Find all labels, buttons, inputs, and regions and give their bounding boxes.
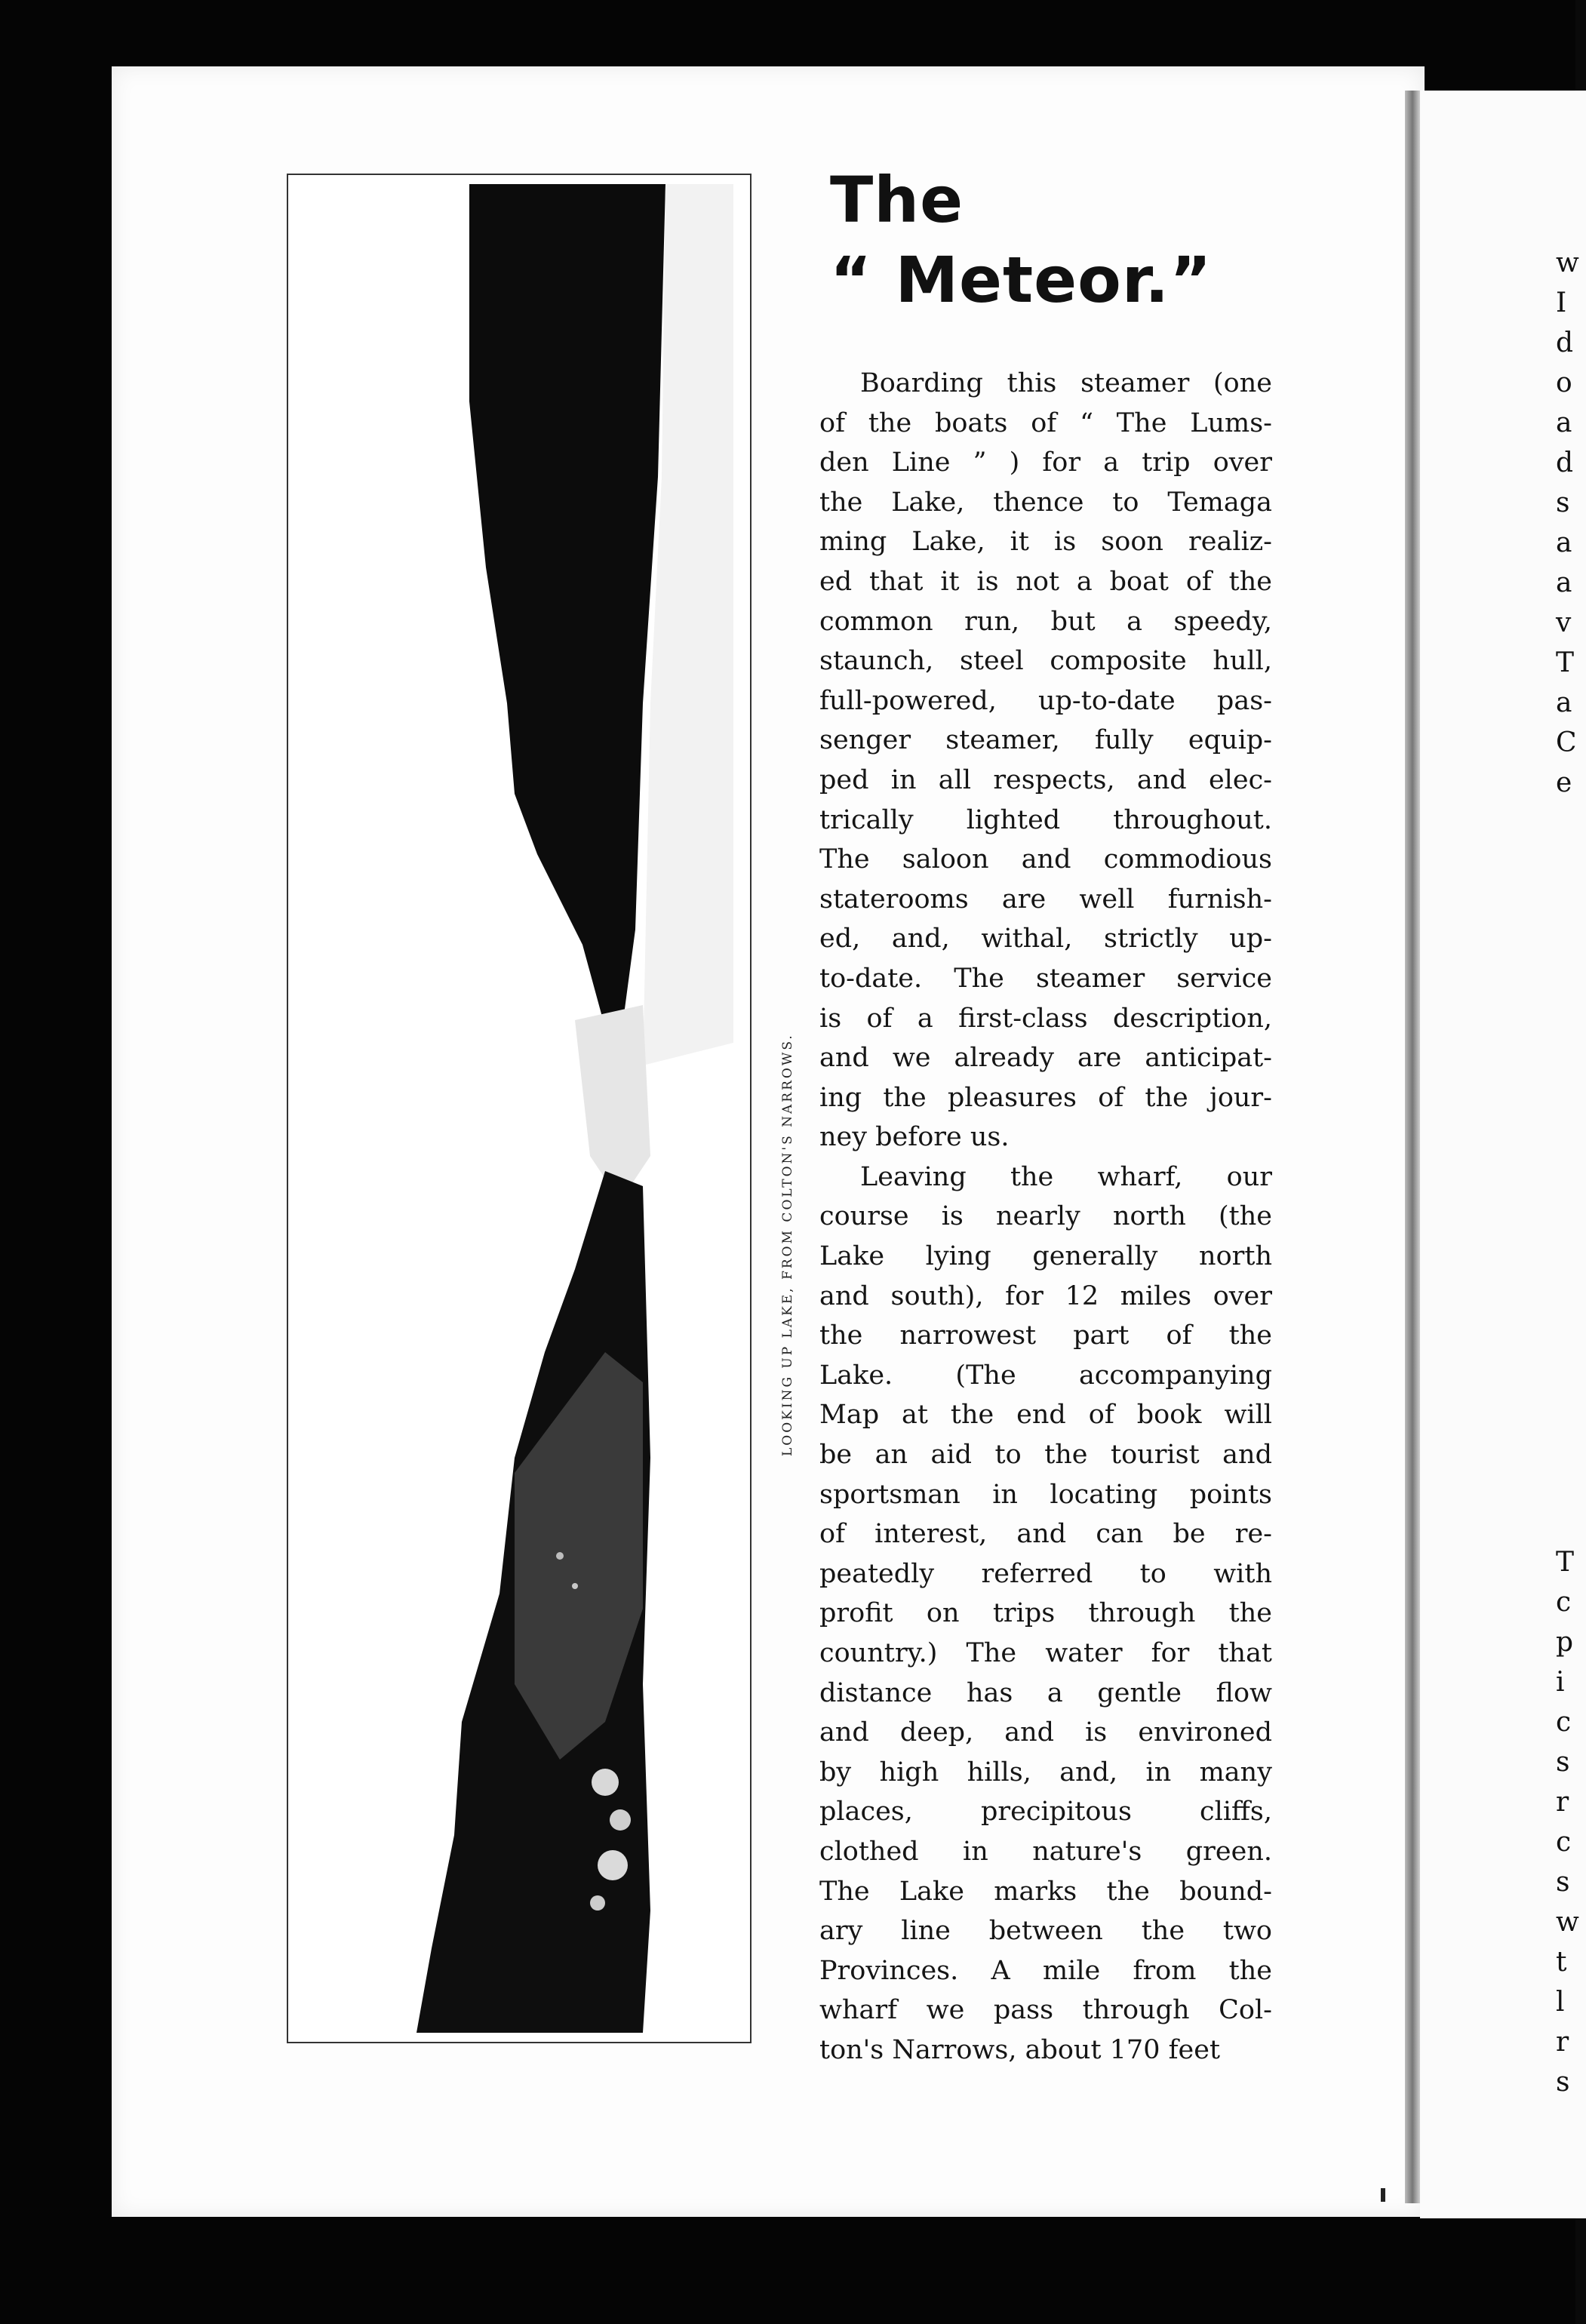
body-line: and we already are anticipat- [819, 1043, 1272, 1074]
body-line: staterooms are well furnish- [819, 884, 1272, 915]
right-page-letter: w [1556, 247, 1579, 278]
page-gutter [1405, 91, 1420, 2203]
body-text [819, 364, 1272, 2070]
right-page-letter: a [1556, 527, 1572, 558]
right-page-letter: s [1556, 2067, 1570, 2098]
right-page-letter: I [1556, 287, 1567, 318]
body-line: sportsman in locating points [819, 1479, 1272, 1510]
body-line: full-powered, up-to-date pas- [819, 685, 1272, 716]
right-page-letter: d [1556, 447, 1574, 478]
heading-line-2: “ Meteor.” [830, 243, 1213, 317]
body-line: common run, but a speedy, [819, 606, 1272, 637]
body-line: ped in all respects, and elec- [819, 764, 1272, 795]
body-line: Leaving the wharf, our [860, 1161, 1272, 1192]
body-line: ed, and, withal, strictly up- [819, 924, 1272, 954]
body-line: peatedly referred to with [819, 1558, 1272, 1589]
body-line: by high hills, and, in many [819, 1757, 1272, 1788]
body-line: ing the pleasures of the jour- [819, 1082, 1272, 1113]
page-edge-mark [1381, 2188, 1385, 2202]
body-line: the narrowest part of the [819, 1320, 1272, 1351]
body-line: staunch, steel composite hull, [819, 646, 1272, 677]
body-line: the Lake, thence to Temaga [819, 487, 1272, 518]
body-line: and south), for 12 miles over [819, 1280, 1272, 1311]
body-line: of the boats of “ The Lums- [819, 407, 1272, 438]
body-line: ney before us. [819, 1122, 1010, 1153]
right-page-letter: c [1556, 1587, 1572, 1618]
body-line: Lake lying generally north [819, 1241, 1272, 1272]
body-line: profit on trips through the [819, 1598, 1272, 1629]
right-page-letter: c [1556, 1827, 1572, 1858]
right-page-letter: a [1556, 407, 1572, 438]
right-page-letter: i [1556, 1667, 1565, 1698]
heading-line-1: The [830, 163, 964, 237]
body-line: and deep, and is environed [819, 1717, 1272, 1748]
right-page-letter: T [1556, 647, 1575, 678]
body-line: Lake. (The accompanying [819, 1360, 1272, 1391]
body-line: ary line between the two [819, 1916, 1272, 1947]
body-line: senger steamer, fully equip- [819, 725, 1272, 756]
right-page-letter: T [1556, 1547, 1575, 1578]
right-page-letter: l [1556, 1987, 1565, 2018]
right-page-letter: s [1556, 487, 1570, 518]
body-line: wharf we pass through Col- [819, 1995, 1272, 2026]
plate-caption-text: LOOKING UP LAKE, FROM COLTON'S NARROWS. [780, 1033, 795, 1456]
body-line: Boarding this steamer (one [860, 368, 1272, 398]
body-line: course is nearly north (the [819, 1201, 1272, 1232]
body-line: den Line ” ) for a trip over [819, 447, 1272, 478]
right-page-text-fragment-bottom [1556, 1542, 1586, 2102]
narrows-photograph [288, 175, 750, 2042]
body-line: ed that it is not a boat of the [819, 566, 1272, 597]
body-line: trically lighted throughout. [819, 804, 1272, 835]
right-page-letter: r [1556, 1787, 1569, 1818]
body-line: be an aid to the tourist and [819, 1440, 1272, 1471]
right-page-letter: w [1556, 1907, 1579, 1938]
body-line: is of a first-class description, [819, 1003, 1272, 1034]
right-page-letter: p [1556, 1627, 1574, 1658]
body-line: distance has a gentle flow [819, 1677, 1272, 1708]
body-line: places, precipitous cliffs, [819, 1797, 1272, 1828]
right-page-letter: s [1556, 1747, 1570, 1778]
right-page-letter: t [1556, 1947, 1567, 1978]
right-page-letter: C [1556, 727, 1577, 758]
body-line: of interest, and can be re- [819, 1519, 1272, 1550]
body-line: country.) The water for that [819, 1638, 1272, 1668]
right-page-letter: a [1556, 567, 1572, 598]
photo-plate [287, 174, 752, 2043]
body-line: The saloon and commodious [819, 844, 1272, 875]
body-line: clothed in nature's green. [819, 1836, 1272, 1867]
right-page-letter: a [1556, 687, 1572, 718]
body-line: to-date. The steamer service [819, 963, 1272, 994]
right-page-letter: e [1556, 767, 1572, 798]
right-page-letter: v [1556, 607, 1572, 638]
right-page-letter: c [1556, 1707, 1572, 1738]
right-page-letter: d [1556, 327, 1574, 358]
right-page-letter: r [1556, 2027, 1569, 2058]
right-page-text-fragment-top [1556, 243, 1586, 803]
body-line: The Lake marks the bound- [819, 1876, 1272, 1907]
body-line: Provinces. A mile from the [819, 1955, 1272, 1986]
body-line: ton's Narrows, about 170 feet [819, 2034, 1221, 2065]
body-line: ming Lake, it is soon realiz- [819, 527, 1272, 558]
right-page-letter: s [1556, 1867, 1570, 1898]
right-page-letter: o [1556, 367, 1572, 398]
body-line: Map at the end of book will [819, 1400, 1272, 1431]
